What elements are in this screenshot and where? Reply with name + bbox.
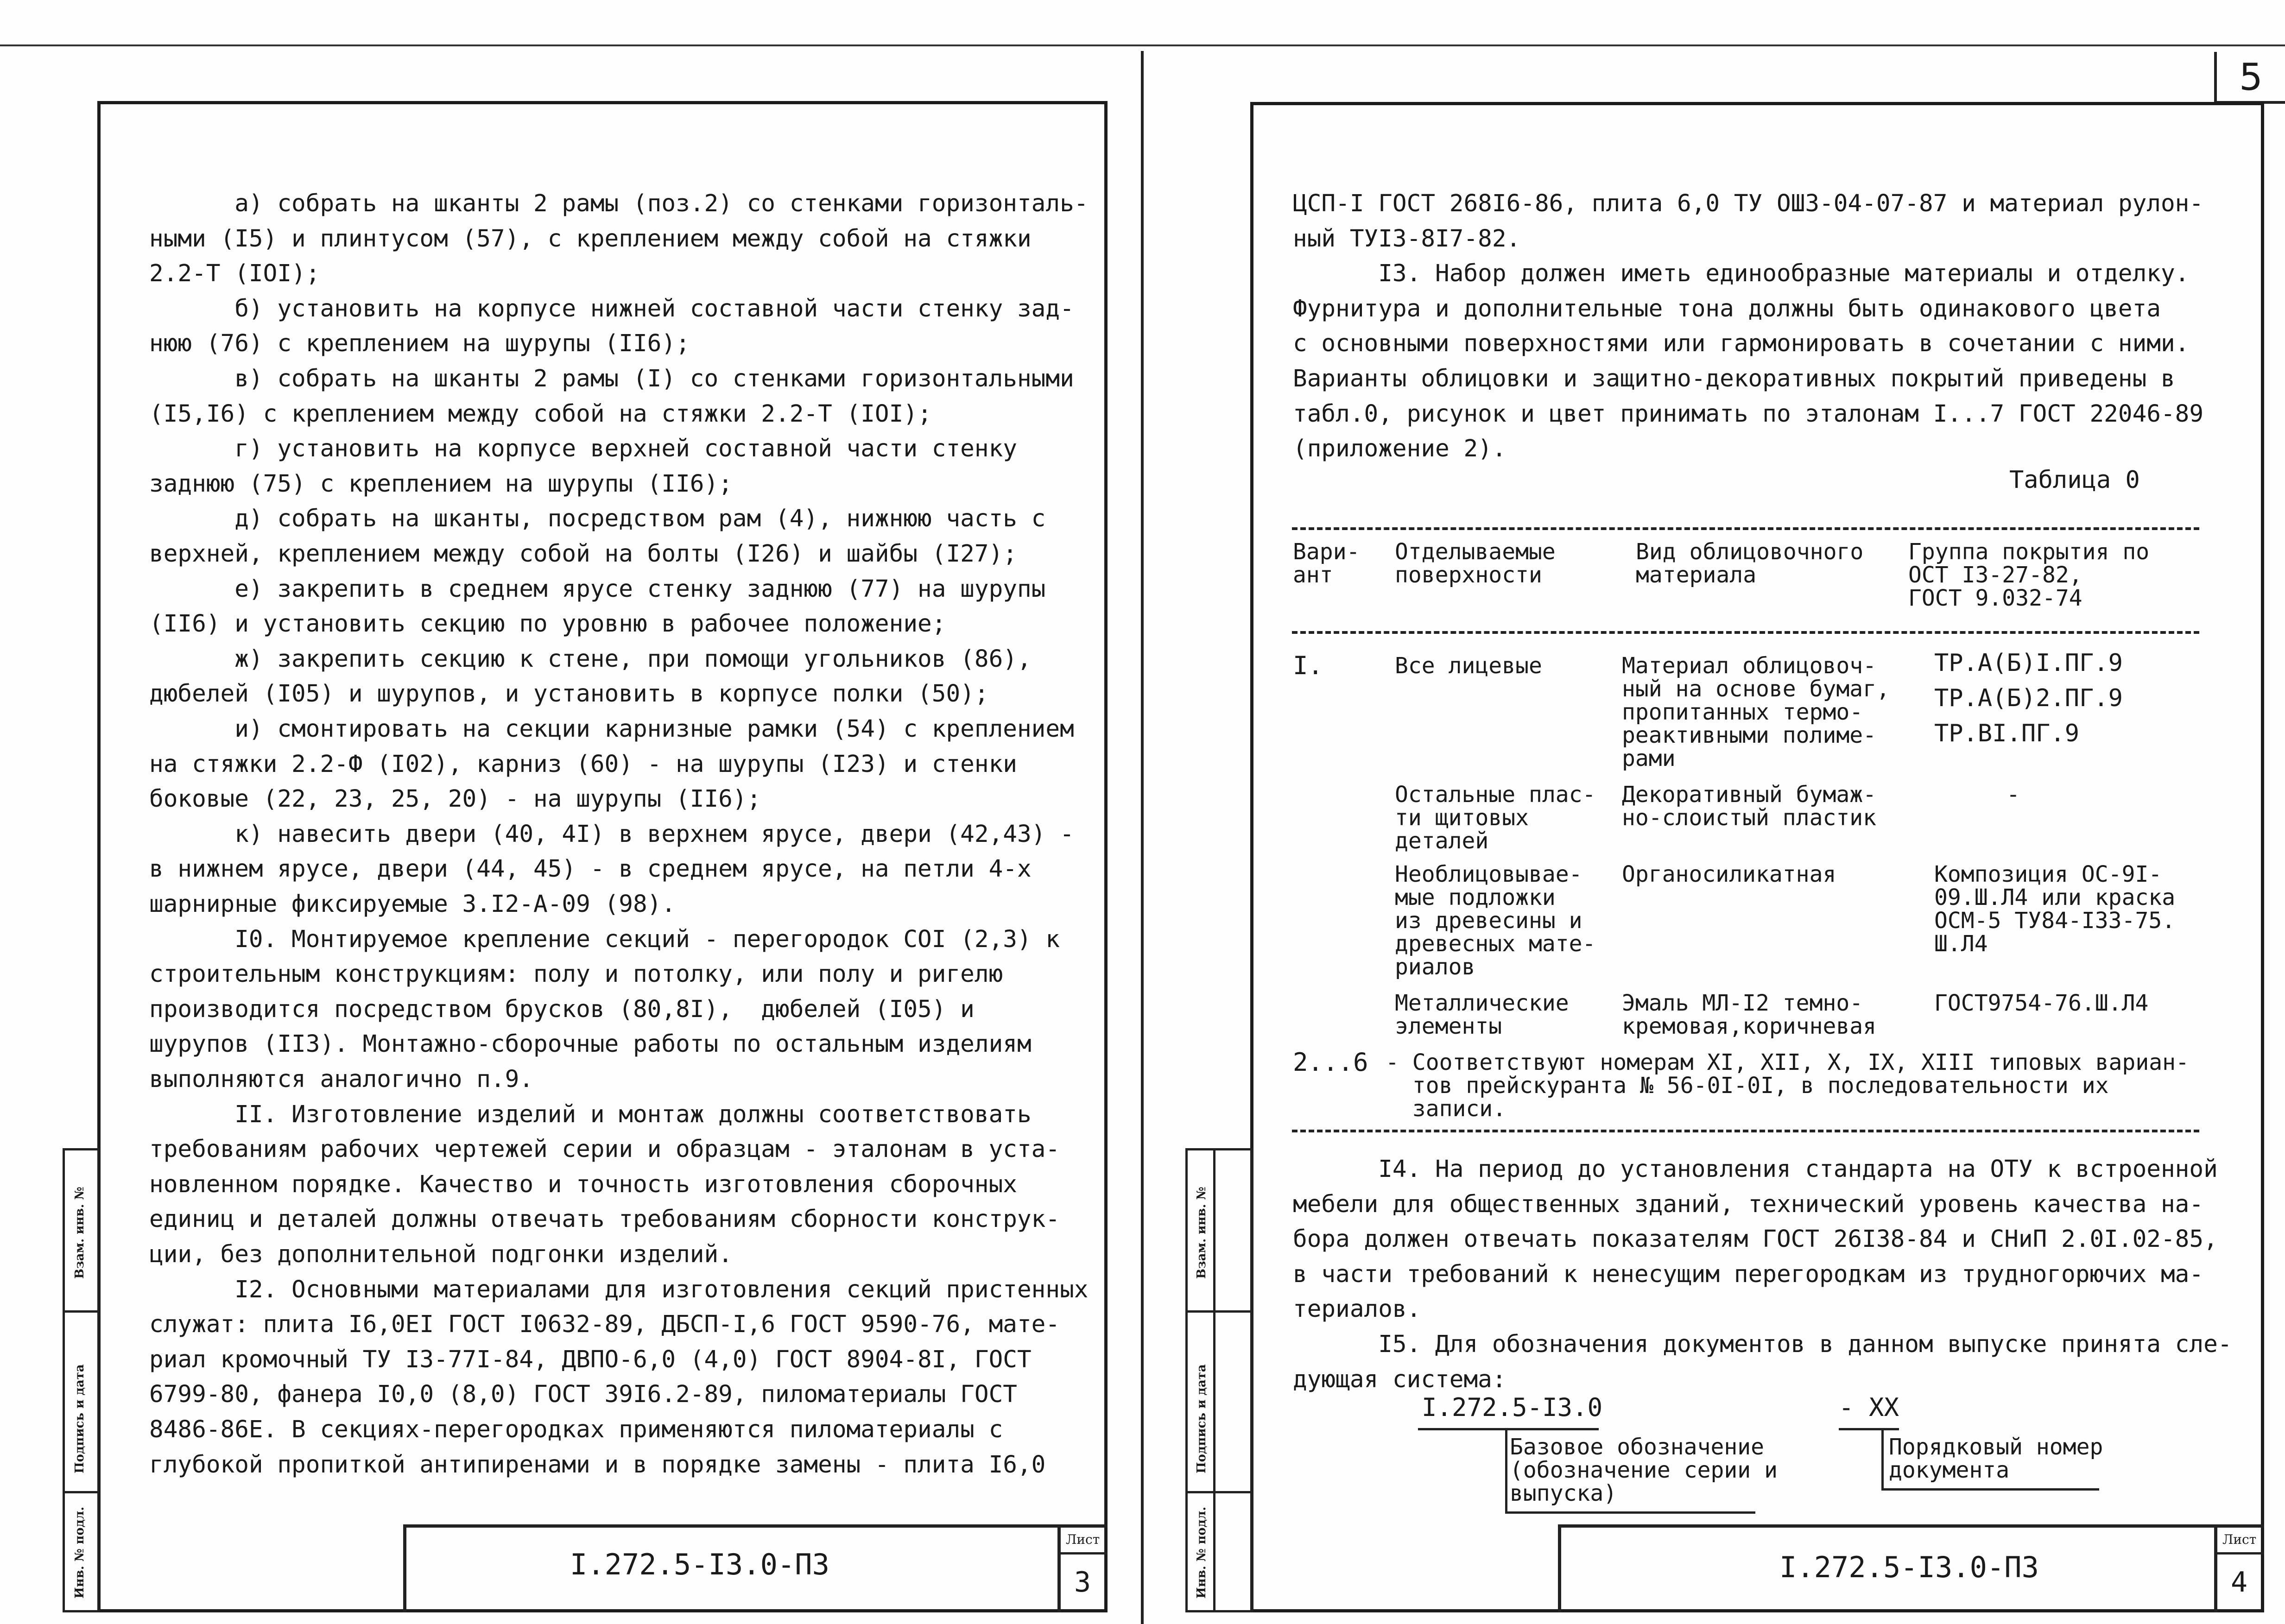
text-line: нюю (76) с креплением на шурупы (II6);	[149, 330, 690, 358]
text-line: в части требований к ненесущим перегородкам из трудногорючих ма-	[1293, 1260, 2204, 1288]
scheme-base-label: Базовое обозначение (обозначение серии и выпуска)	[1510, 1434, 1778, 1506]
text-line: 8486-86Е. В секциях-перегородках применяются пиломатериалы с	[149, 1416, 1003, 1443]
text-line: в нижнем ярусе, двери (44, 45) - в среднем ярусе, на петли 4-х	[149, 855, 1032, 883]
text-line: риал кромочный ТУ I3-77I-84, ДВПО-6,0 (4,0) ГОСТ 8904-8I, ГОСТ	[149, 1346, 1032, 1373]
text-line: в) собрать на шканты 2 рамы (I) со стенками горизонтальными	[149, 365, 1074, 392]
text-line: б) установить на корпусе нижней составной части стенку зад-	[149, 295, 1074, 322]
text-line: строительным конструкциям: полу и потолку, или полу и ригелю	[149, 960, 1003, 988]
table-title: Таблица 0	[2009, 466, 2140, 494]
table-header-surfaces: Отделываемые поверхности	[1395, 539, 1556, 588]
text-line: шурупов (II3). Монтажно-сборочные работы по остальным изделиям	[149, 1030, 1032, 1058]
left-stamp-sheet-divider	[1061, 1552, 1108, 1554]
text-line: ный ТУI3-8I7-82.	[1293, 225, 1521, 253]
text-line: мебели для общественных зданий, технический уровень качества на-	[1293, 1190, 2204, 1218]
text-line: (I5,I6) с креплением между собой на стяжки 2.2-Т (IOI);	[149, 400, 932, 428]
text-line: ЦСП-I ГОСТ 268I6-86, плита 6,0 ТУ ОШ3-04-07-87 и материал рулон-	[1293, 190, 2204, 217]
text-line: I3. Набор должен иметь единообразные материалы и отделку.	[1293, 260, 2190, 288]
text-line: выполняются аналогично п.9.	[149, 1066, 534, 1093]
text-line: I4. На период до установления стандарта на ОТУ к встроенной	[1293, 1156, 2218, 1183]
table-cell: I.	[1293, 651, 1323, 680]
text-line: с основными поверхностями или гармонировать в сочетании с ними.	[1293, 330, 2190, 358]
text-line: ции, без дополнительной подгонки изделий.	[149, 1241, 733, 1268]
scheme-order-bracket-bottom	[1881, 1488, 2099, 1491]
corner-page-number: 5	[2239, 56, 2263, 99]
text-line: 6799-80, фанера I0,0 (8,0) ГОСТ 39I6.2-89, пиломатериалы ГОСТ	[149, 1381, 1017, 1409]
corner-page-number-box	[2214, 52, 2285, 104]
text-line: шарнирные фиксируемые 3.I2-А-09 (98).	[149, 891, 676, 918]
text-line: д) собрать на шканты, посредством рам (4), нижнюю часть с	[149, 505, 1046, 533]
left-side-label-inventory: Инв. № подл.	[73, 1506, 87, 1599]
text-line: на стяжки 2.2-Ф (I02), карниз (60) - на шурупы (I23) и стенки	[149, 750, 1017, 778]
text-line: единиц и деталей должны отвечать требованиям сборности конструк-	[149, 1206, 1060, 1233]
text-line: требованиям рабочих чертежей серии и образцам - эталонам в уста-	[149, 1136, 1060, 1163]
right-side-label-inventory: Инв. № подл.	[1195, 1506, 1209, 1599]
table-cell: ТР.А(Б)I.ПГ.9 ТР.А(Б)2.ПГ.9 ТР.ВI.ПГ.9	[1934, 649, 2123, 747]
table-bottom-rule	[1292, 1130, 2199, 1132]
left-side-label-replace: Взам. инв. №	[73, 1187, 87, 1279]
text-line: к) навесить двери (40, 4I) в верхнем ярусе, двери (42,43) -	[149, 820, 1074, 848]
table-cell: Декоративный бумаж- но-слоистый пластик	[1622, 782, 1877, 831]
table-cell: Композиция ОС-9I- 09.Ш.Л4 или краска ОСМ-5 ТУ84-I33-75. Ш.Л4	[1934, 861, 2176, 957]
text-line: производится посредством брусков (80,8I), дюбелей (I05) и	[149, 995, 975, 1023]
text-line: бора должен отвечать показателям ГОСТ 26I38-84 и СНиП 2.0I.02-85,	[1293, 1226, 2218, 1253]
text-line: верхней, креплением между собой на болты (I26) и шайбы (I27);	[149, 540, 1017, 568]
text-line: I5. Для обозначения документов в данном выпуске принята сле-	[1293, 1331, 2232, 1358]
left-stamp-sheet-number: 3	[1074, 1566, 1091, 1599]
scheme-base-bracket-bottom	[1505, 1511, 1755, 1514]
left-side-label-signature: Подпись и дата	[73, 1364, 87, 1473]
text-line: дюбелей (I05) и шурупов, и установить в корпусе полки (50);	[149, 680, 989, 708]
table-header-material: Вид облицовочного материала	[1636, 539, 1864, 588]
scheme-order-bracket	[1881, 1429, 1884, 1489]
right-stamp-sheet-divider	[2217, 1552, 2264, 1554]
text-line: служат: плита I6,0ЕI ГОСТ I0632-89, ДБСП-I,6 ГОСТ 9590-76, мате-	[149, 1311, 1060, 1339]
table-footer-text: - Соответствуют номерам XI, XII, X, IX, XIII типовых вариан- тов прейскуранта № 56-0I-0I, в последовательности их записи.	[1386, 1049, 2189, 1122]
text-line: 2.2-Т (IOI);	[149, 260, 320, 288]
table-cell: Остальные плас- ти щитовых деталей	[1395, 782, 1596, 854]
scheme-code-underline	[1418, 1428, 1599, 1430]
scheme-code: I.272.5-I3.0	[1422, 1393, 1603, 1422]
right-stamp-sheet-label: Лист	[2222, 1532, 2257, 1547]
text-line: I0. Монтируемое крепление секций - перегородок COI (2,3) к	[149, 925, 1060, 953]
text-line: I2. Основными материалами для изготовления секций пристенных	[149, 1276, 1089, 1303]
right-stamp-code: I.272.5-I3.0-ПЗ	[1779, 1550, 2039, 1584]
text-line: г) установить на корпусе верхней составной части стенку	[149, 435, 1017, 463]
text-line: а) собрать на шканты 2 рамы (поз.2) со стенками горизонталь-	[149, 190, 1089, 217]
left-stamp-code: I.272.5-I3.0-ПЗ	[570, 1548, 829, 1581]
text-line: глубокой пропиткой антипиренами и в порядке замены - плита I6,0	[149, 1451, 1046, 1479]
table-cell: Материал облицовоч- ный на основе бумаг, пропитанных термо- реактивными полиме- рами	[1622, 653, 1890, 771]
table-cell: -	[2006, 782, 2020, 808]
text-line: заднюю (75) с креплением на шурупы (II6);	[149, 470, 733, 498]
table-cell: Необлицовывае- мые подложки из древесины и древесных мате- риалов	[1395, 861, 1596, 980]
scheme-order-label: Порядковый номер документа	[1889, 1434, 2103, 1483]
top-edge-line	[0, 44, 2285, 46]
table-header-variant: Вари- ант	[1293, 539, 1360, 588]
table-cell: Органосиликатная	[1622, 861, 1836, 887]
table-header-coating: Группа покрытия по ОСТ I3-27-82, ГОСТ 9.032-74	[1908, 539, 2150, 611]
table-header-rule	[1292, 631, 2199, 634]
scheme-base-bracket	[1505, 1429, 1507, 1512]
text-line: ными (I5) и плинтусом (57), с креплением между собой на стяжки	[149, 225, 1032, 253]
table-cell: Все лицевые	[1395, 653, 1542, 679]
table-top-rule	[1292, 527, 2199, 530]
text-line: и) смонтировать на секции карнизные рамки (54) с креплением	[149, 715, 1074, 743]
text-line: II. Изготовление изделий и монтаж должны соответствовать	[149, 1100, 1032, 1128]
text-line: ж) закрепить секцию к стене, при помощи угольников (86),	[149, 645, 1032, 673]
left-stamp-sheet-label: Лист	[1066, 1532, 1100, 1547]
table-cell: Металлические элементы	[1395, 990, 1569, 1039]
table-cell: Эмаль МЛ-I2 темно- кремовая,коричневая	[1622, 990, 1877, 1039]
text-line: дующая система:	[1293, 1365, 1506, 1393]
scheme-suffix: - XX	[1839, 1393, 1899, 1422]
table-footer-variant: 2...6	[1293, 1048, 1368, 1077]
right-side-label-signature: Подпись и дата	[1195, 1364, 1209, 1473]
text-line: (приложение 2).	[1293, 435, 1506, 463]
text-line: табл.0, рисунок и цвет принимать по эталонам I...7 ГОСТ 22046-89	[1293, 400, 2204, 428]
text-line: Варианты облицовки и защитно-декоративных покрытий приведены в	[1293, 365, 2175, 392]
text-line: териалов.	[1293, 1295, 1421, 1323]
right-side-inner-line	[1213, 1148, 1215, 1612]
text-line: е) закрепить в среднем ярусе стенку заднюю (77) на шурупы	[149, 575, 1046, 603]
scheme-suffix-underline	[1839, 1428, 1899, 1430]
table-cell: ГОСТ9754-76.Ш.Л4	[1934, 990, 2149, 1016]
right-side-label-replace: Взам. инв. №	[1195, 1187, 1209, 1279]
page-divider	[1141, 51, 1144, 1624]
text-line: боковые (22, 23, 25, 20) - на шурупы (II6);	[149, 785, 761, 813]
text-line: (II6) и установить секцию по уровню в рабочее положение;	[149, 610, 946, 638]
text-line: Фурнитура и дополнительные тона должны быть одинакового цвета	[1293, 295, 2161, 322]
right-stamp-sheet-number: 4	[2231, 1566, 2248, 1599]
text-line: новленном порядке. Качество и точность изготовления сборочных	[149, 1170, 1017, 1198]
